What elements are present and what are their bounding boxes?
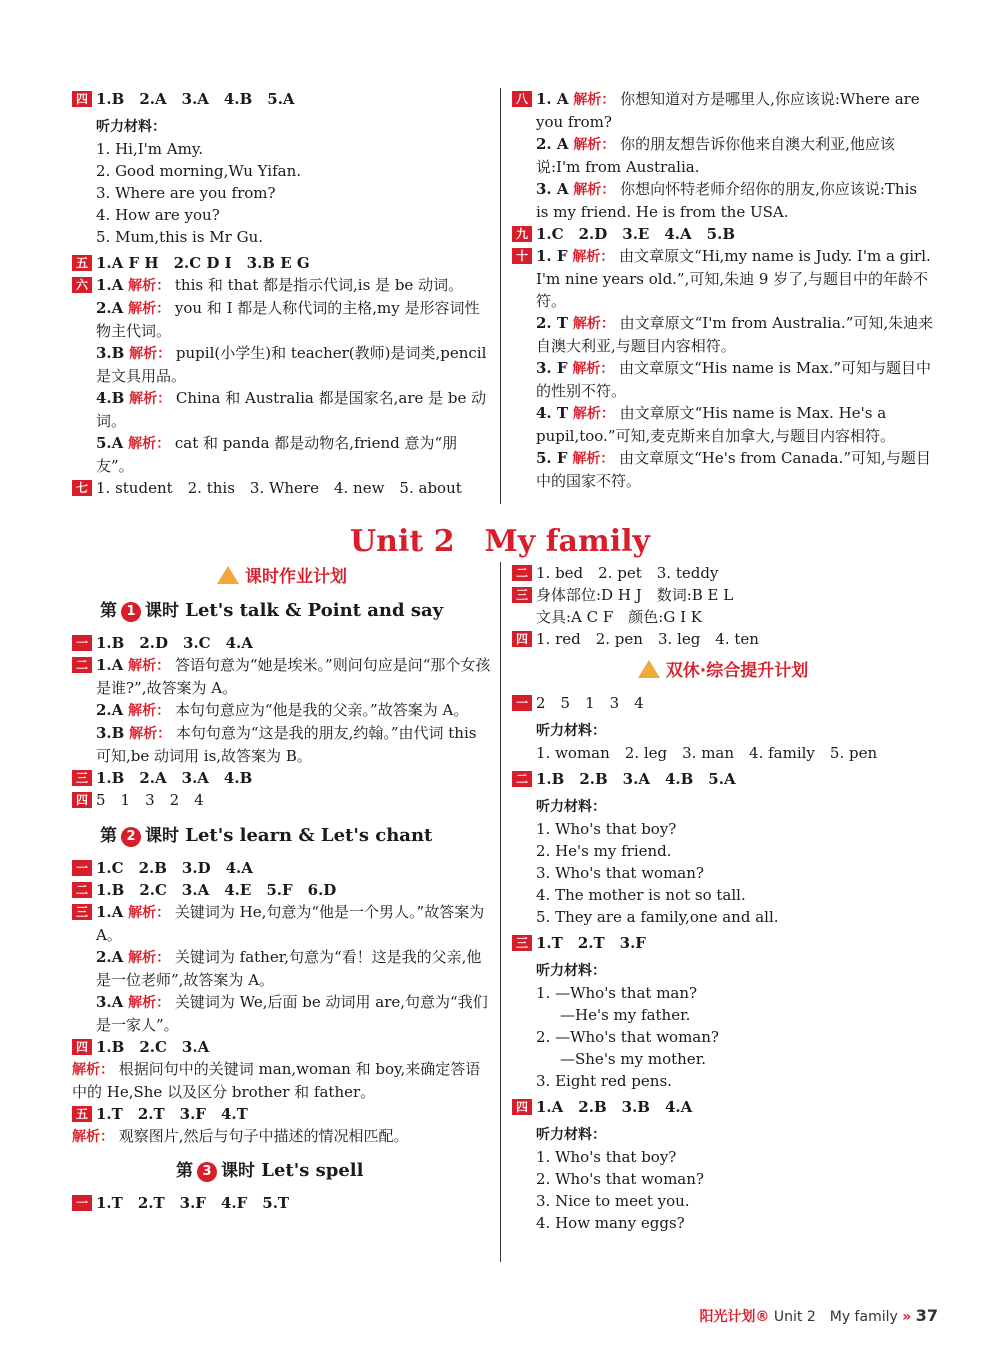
answers: 1.C 2.D 3.E 4.A 5.B [536,225,735,243]
analysis-label: 解析： [128,278,171,294]
section-3-item [72,946,492,991]
section-number: 三 [72,904,92,920]
column-divider [500,88,501,504]
listening-line: 3. Eight red pens. [536,1072,672,1090]
section-number: 一 [72,1195,92,1211]
listening-line: 1. woman 2. leg 3. man 4. family 5. pen [536,744,878,762]
answers: 2 5 1 3 4 [536,694,644,712]
analysis-text: 关键词为 He,句意为“他是一个男人。”故答案为 A。 [96,903,485,944]
analysis-text: 关键词为 father,句意为“看！这是我的父亲,他是一位老师”,故答案为 A。 [96,948,482,989]
answer-no: 2. T [536,314,569,332]
section-number: 九 [512,226,532,242]
answers: 1. bed 2. pet 3. teddy [536,564,719,582]
section-number: 三 [512,587,532,603]
listening-line: 1. —Who's that man? [536,984,698,1002]
section-number: 六 [72,277,92,293]
lesson-name: Let's spell [261,1160,364,1181]
answer-no: 3.B [96,344,125,362]
comp-section-3 [512,932,934,954]
analysis-label: 解析： [129,391,172,407]
analysis-label: 解析： [128,995,171,1011]
analysis-text: 由文章原文“He's from Canada.”可知,与题目中的国家不符。 [536,449,931,490]
left-top-column [72,88,492,499]
page-number: 37 [915,1306,938,1325]
listening-line: 3. Who's that woman? [536,864,704,882]
lesson-name: Let's talk & Point and say [185,600,444,621]
comp-section-2 [512,768,934,790]
section-number: 三 [512,935,532,951]
answer-no: 3. A [536,180,569,198]
listening-line: —She's my mother. [560,1050,706,1068]
brand-name: 阳光计划® [699,1309,770,1325]
section-3-item [72,991,492,1036]
analysis-label: 解析： [129,346,172,362]
analysis-text: 你的朋友想告诉你他来自澳大利亚,他应该说:I'm from Australia. [536,135,895,176]
answers: 1.B 2.A 3.A 4.B 5.A [96,90,295,108]
listening-line: 2. He's my friend. [536,842,672,860]
section-4 [72,1036,492,1058]
section-3 [72,767,492,789]
section-6-item [72,274,492,297]
lesson-2-heading [100,825,492,847]
lesson-suffix: 课时 [221,1161,255,1181]
listening-line: 1. Who's that boy? [536,1148,677,1166]
analysis-text: 本句句意应为“他是我的父亲。”故答案为 A。 [174,701,469,719]
section-1 [72,632,492,654]
comp-section-4 [512,1096,934,1118]
listening-line: 3. Where are you from? [96,184,276,202]
section-1 [72,857,492,879]
section-10-item [512,357,934,402]
answers: 1.B 2.C 3.A [96,1038,210,1056]
lesson-number: 3 [197,1162,217,1182]
lesson-3-heading [176,1160,492,1182]
listening-line: 4. How are you? [96,206,220,224]
answer-no: 1.A [96,276,124,294]
listening-line: 1. Hi,I'm Amy. [96,140,204,158]
answer-no: 3.A [96,993,124,1011]
right-bottom-column [512,562,934,1234]
section-2-item [72,722,492,767]
analysis-label: 解析： [572,406,615,422]
answer-no: 5. F [536,449,568,467]
analysis-text: 观察图片,然后与句子中描述的情况相匹配。 [118,1127,409,1145]
answers: 1.B 2.C 3.A 4.E 5.F 6.D [96,881,337,899]
analysis-label: 解析： [128,436,171,452]
section-4-analysis [72,1058,492,1103]
section-6-item [72,297,492,342]
section-number: 四 [512,631,532,647]
section-10-item [512,447,934,492]
section-2-item [72,654,492,699]
answer-no: 4. T [536,404,569,422]
answer-no: 2. A [536,135,569,153]
lesson-number: 1 [121,602,141,622]
answers: 1.T 2.T 3.F 4.F 5.T [96,1194,290,1212]
section-10-item [512,245,934,312]
analysis-label: 解析： [572,316,615,332]
answers: 1.A 2.B 3.B 4.A [536,1098,693,1116]
listening-line: —He's my father. [560,1006,691,1024]
section-number: 一 [72,860,92,876]
answer-no: 2.A [96,701,124,719]
section-9 [512,223,934,245]
analysis-label: 解析： [128,658,171,674]
unit-title: Unit 2 My family [350,524,650,559]
lesson-prefix: 第 [176,1161,193,1181]
listening-line: 3. Nice to meet you. [536,1192,690,1210]
section-number: 四 [72,792,92,808]
lesson-suffix: 课时 [145,826,179,846]
section-number: 二 [512,565,532,581]
answer-no: 1. F [536,247,568,265]
analysis-label: 解析： [128,301,171,317]
answers: 1.B 2.B 3.A 4.B 5.A [536,770,736,788]
comp-section-1 [512,692,934,714]
section-6-item [72,432,492,477]
section-6-item [72,342,492,387]
answer-no: 2.A [96,299,124,317]
answers: 5 1 3 2 4 [96,791,204,809]
plan-title: 双休·综合提升计划 [665,661,809,681]
section-number: 四 [72,91,92,107]
answers: 1.C 2.B 3.D 4.A [96,859,253,877]
mountain-icon [638,660,660,678]
listening-line: 2. Good morning,Wu Yifan. [96,162,302,180]
analysis-text: pupil(小学生)和 teacher(教师)是词类,pencil 是文具用品。 [96,344,487,385]
section-10-item [512,312,934,357]
answers-line-2: 文具:A C F 颜色:G I K [536,608,703,626]
section-3 [512,584,934,606]
section-number: 二 [72,657,92,673]
analysis-text: you 和 I 都是人称代词的主格,my 是形容词性物主代词。 [96,299,480,340]
answers: 1.T 2.T 3.F 4.T [96,1105,248,1123]
analysis-text: cat 和 panda 都是动物名,friend 意为“朋友”。 [96,434,458,475]
analysis-text: 由文章原文“His name is Max.”可知与题目中的性别不符。 [536,359,932,400]
section-8-item [512,133,934,178]
analysis-label: 解析： [72,1129,114,1145]
listening-line: 5. Mum,this is Mr Gu. [96,228,264,246]
page-footer [699,1306,938,1326]
analysis-text: 由文章原文“His name is Max. He's a pupil,too.”可知,麦克斯来自加拿大,与题目内容相符。 [536,404,896,445]
right-top-column [512,88,934,492]
analysis-text: 根据问句中的关键词 man,woman 和 boy,来确定答语中的 He,She 以及区分 brother 和 father。 [72,1060,481,1101]
section-5-analysis [72,1125,492,1148]
section-2 [72,879,492,901]
analysis-label: 解析： [129,726,172,742]
section-2 [512,562,934,584]
section-5 [72,1103,492,1125]
analysis-text: 答语句意为“她是埃米。”则问句应是问“那个女孩是谁?”,故答案为 A。 [96,656,491,697]
analysis-text: 你想向怀特老师介绍你的朋友,你应该说:This is my friend. He is from the USA. [536,180,918,221]
analysis-label: 解析： [128,905,171,921]
plan-title: 课时作业计划 [245,567,347,587]
footer-unit: Unit 2 My family [773,1309,898,1325]
section-number: 二 [72,882,92,898]
column-divider [500,562,501,1262]
answers-line-1: 身体部位:D H J 数词:B E L [536,586,734,604]
answers: 1. red 2. pen 3. leg 4. ten [536,630,759,648]
section-8-item [512,88,934,133]
listening-material-label: 听力材料： [536,1127,606,1143]
listening-material-label: 听力材料： [536,963,606,979]
analysis-label: 解析： [72,1062,114,1078]
section-7 [72,477,492,499]
section-number: 十 [512,248,532,264]
mountain-icon [217,566,239,584]
lesson-1-heading [100,600,492,622]
lesson-prefix: 第 [100,826,117,846]
section-8-item [512,178,934,223]
section-1 [72,1192,492,1214]
analysis-label: 解析： [573,92,616,108]
section-3-item [72,901,492,946]
analysis-label: 解析： [572,361,615,377]
analysis-text: 由文章原文“Hi,my name is Judy. I'm a girl. I'm nine years old.”,可知,朱迪 9 岁了,与题目中的年龄不符。 [536,247,931,310]
section-10-item [512,402,934,447]
answers: 1.T 2.T 3.F [536,934,646,952]
section-number: 四 [512,1099,532,1115]
lesson-number: 2 [121,827,141,847]
listening-material-label: 听力材料： [536,799,606,815]
listening-material-label: 听力材料： [536,723,606,739]
section-number: 二 [512,771,532,787]
analysis-text: 本句句意为“这是我的朋友,约翰。”由代词 this 可知,be 动词用 is,故答案为 B。 [96,724,477,765]
analysis-label: 解析： [573,137,616,153]
plan-heading [512,660,934,682]
answer-no: 5.A [96,434,124,452]
answer-no: 2.A [96,948,124,966]
section-4 [72,789,492,811]
answer-no: 4.B [96,389,125,407]
left-bottom-column [72,566,492,1214]
double-arrow-icon: » [902,1309,912,1325]
section-number: 八 [512,91,532,107]
section-number: 五 [72,255,92,271]
section-5 [72,252,492,274]
answers: 1. student 2. this 3. Where 4. new 5. about [96,479,462,497]
analysis-text: China 和 Australia 都是国家名,are 是 be 动词。 [96,389,487,430]
answer-no: 3.B [96,724,125,742]
section-4 [72,88,492,110]
answers: 1.B 2.D 3.C 4.A [96,634,253,652]
section-number: 四 [72,1039,92,1055]
analysis-label: 解析： [573,182,616,198]
lesson-suffix: 课时 [145,601,179,621]
analysis-text: 关键词为 We,后面 be 动词用 are,句意为“我们是一家人”。 [96,993,488,1034]
section-6-item [72,387,492,432]
analysis-label: 解析： [128,950,171,966]
answer-no: 1.A [96,656,124,674]
section-number: 一 [512,695,532,711]
listening-line: 2. —Who's that woman? [536,1028,719,1046]
section-number: 三 [72,770,92,786]
listening-line: 5. They are a family,one and all. [536,908,779,926]
listening-line: 1. Who's that boy? [536,820,677,838]
listening-line: 2. Who's that woman? [536,1170,704,1188]
analysis-text: this 和 that 都是指示代词,is 是 be 动词。 [174,276,464,294]
analysis-label: 解析： [572,451,615,467]
section-number: 五 [72,1106,92,1122]
listening-material-label: 听力材料： [96,119,166,135]
listening-line: 4. The mother is not so tall. [536,886,746,904]
answer-no: 1. A [536,90,569,108]
answer-no: 1.A [96,903,124,921]
answer-no: 3. F [536,359,568,377]
analysis-text: 由文章原文“I'm from Australia.”可知,朱迪来自澳大利亚,与题目内容相符。 [536,314,934,355]
analysis-label: 解析： [572,249,615,265]
answers: 1.B 2.A 3.A 4.B [96,769,253,787]
section-number: 一 [72,635,92,651]
lesson-name: Let's learn & Let's chant [185,825,433,846]
listening-line: 4. How many eggs? [536,1214,685,1232]
analysis-label: 解析： [128,703,171,719]
plan-heading [72,566,492,588]
lesson-prefix: 第 [100,601,117,621]
answers: 1.A F H 2.C D I 3.B E G [96,254,310,272]
section-number: 七 [72,480,92,496]
section-4 [512,628,934,650]
analysis-text: 你想知道对方是哪里人,你应该说:Where are you from? [536,90,920,131]
section-2-item [72,699,492,722]
